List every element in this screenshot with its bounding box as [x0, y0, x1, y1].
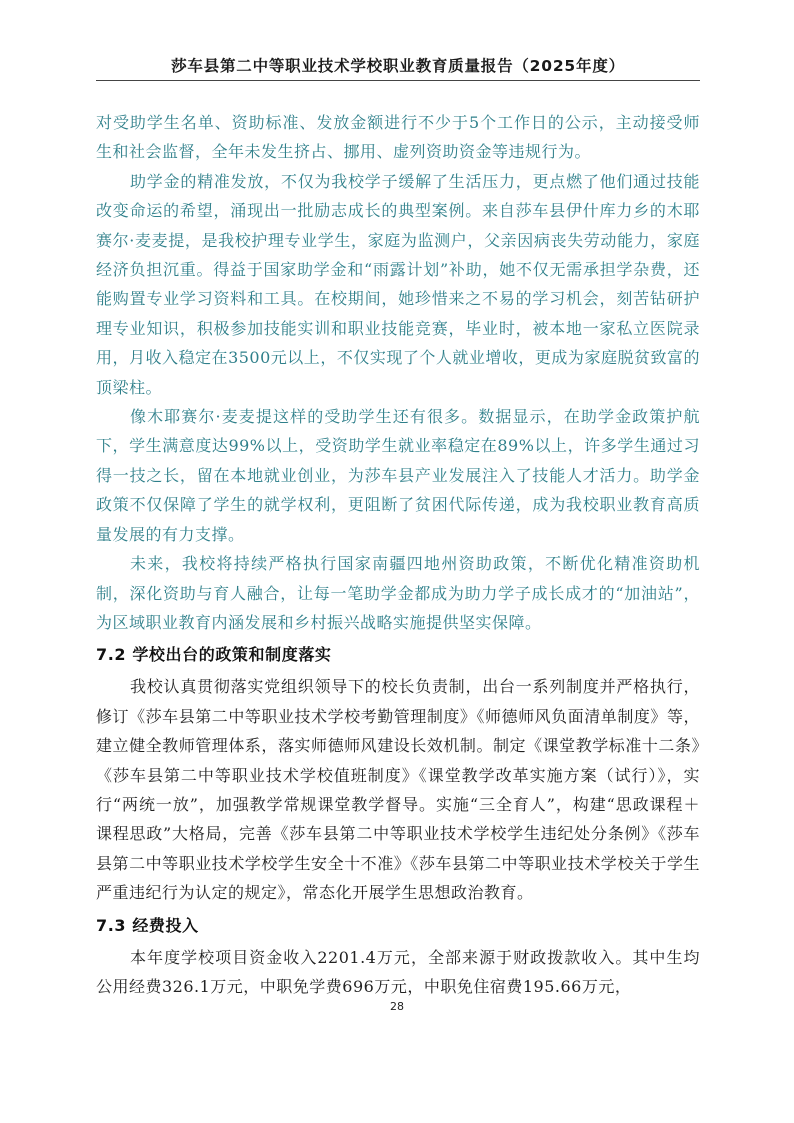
- section-7-2-heading: 7.2 学校出台的政策和制度落实: [96, 645, 332, 665]
- intro-paragraph-3: 像木耶赛尔·麦麦提这样的受助学生还有很多。数据显示，在助学金政策护航下，学生满意度达99%以上，受资助学生就业率稳定在89%以上，许多学生通过习得一技之长，留在本地就业创业，为莎车县产业发展注入了技能人才活力。助学金政策不仅保障了学生的就学权利，更阻断了贫困代际传递，成为我校职业教育高质量发展的有力支撑。: [96, 407, 700, 544]
- section-7-3-heading: 7.3 经费投入: [96, 915, 199, 935]
- section-7-3-paragraph: 本年度学校项目资金收入2201.4万元，全部来源于财政拨款收入。其中生均公用经费326.1万元，中职免学费696万元，中职免住宿费195.66万元，: [96, 947, 700, 996]
- header-divider: [96, 80, 700, 81]
- intro-paragraph-2: 助学金的精准发放，不仅为我校学子缓解了生活压力，更点燃了他们通过技能改变命运的希望，涌现出一批励志成长的典型案例。来自莎车县伊什库力乡的木耶赛尔·麦麦提，是我校护理专业学生，家庭为监测户，父亲因病丧失劳动能力，家庭经济负担沉重。得益于国家助学金和“雨露计划”补助，她不仅无需承担学杂费，还能购置专业学习资料和工具。在校期间，她珍惜来之不易的学习机会，刻苦钻研护理专业知识，积极参加技能实训和职业技能竞赛，毕业时，被本地一家私立医院录用，月收入稳定在3500元以上，不仅实现了个人就业增收，更成为家庭脱贫致富的顶梁柱。: [96, 171, 700, 397]
- page-header-title: 莎车县第二中等职业技术学校职业教育质量报告（2025年度）: [171, 57, 625, 75]
- intro-paragraph-1: 对受助学生名单、资助标准、发放金额进行不少于5个工作日的公示，主动接受师生和社会监督，全年未发生挤占、挪用、虚列资助资金等违规行为。: [96, 113, 700, 162]
- section-7-2-paragraph: 我校认真贯彻落实党组织领导下的校长负责制，出台一系列制度并严格执行，修订《莎车县第二中等职业技术学校考勤管理制度》《师德师风负面清单制度》等，建立健全教师管理体系，落实师德师风建设长效机制。制定《课堂教学标准十二条》《莎车县第二中等职业技术学校值班制度》《课堂教学改革实施方案（试行）》，实行“两统一放”，加强教学常规课堂教学督导。实施“三全育人”，构建“思政课程＋课程思政”大格局，完善《莎车县第二中等职业技术学校学生违纪处分条例》《莎车县第二中等职业技术学校学生安全十不准》《莎车县第二中等职业技术学校关于学生严重违纪行为认定的规定》，常态化开展学生思想政治教育。: [96, 677, 700, 903]
- document-body: [96, 108, 700, 1001]
- intro-paragraph-4: 未来，我校将持续严格执行国家南疆四地州资助政策，不断优化精准资助机制，深化资助与育人融合，让每一笔助学金都成为助力学子成长成才的“加油站”，为区域职业教育内涵发展和乡村振兴战略实施提供坚实保障。: [96, 554, 700, 632]
- page-number: 28: [390, 1000, 404, 1013]
